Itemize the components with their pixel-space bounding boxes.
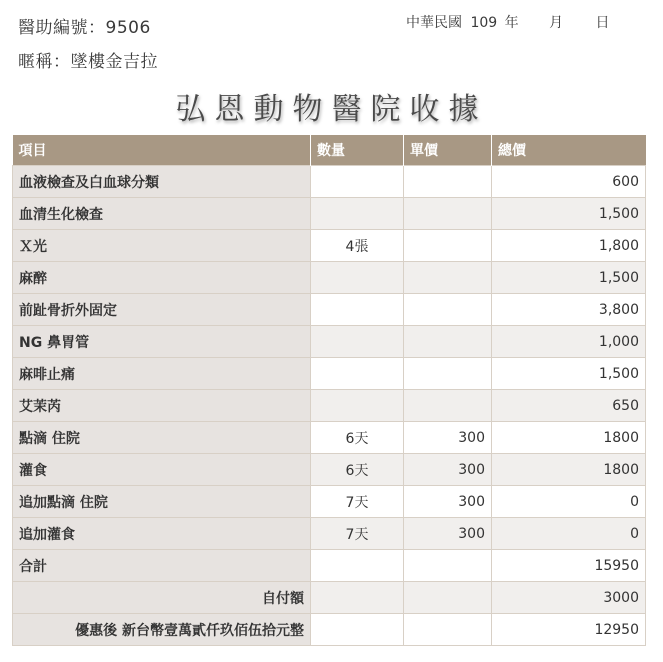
item-qty-cell	[311, 294, 404, 326]
discount-label: 優惠後 新台幣壹萬貳仟玖佰伍拾元整	[13, 614, 311, 646]
column-header-unit-price: 單價	[404, 135, 492, 166]
item-name-cell: 點滴 住院	[13, 422, 311, 454]
item-total-cell: 1800	[492, 422, 646, 454]
item-qty-cell: 4張	[311, 230, 404, 262]
date-month-unit: 月	[549, 15, 564, 31]
self-pay-qty	[311, 582, 404, 614]
item-total-cell: 1,500	[492, 358, 646, 390]
receipt-rows	[13, 166, 646, 550]
subtotal-label: 合計	[13, 550, 311, 582]
item-name-cell: 艾茉芮	[13, 390, 311, 422]
item-unit-price-cell: 300	[404, 518, 492, 550]
table-row	[13, 326, 646, 358]
item-qty-cell	[311, 358, 404, 390]
item-total-cell: 1800	[492, 454, 646, 486]
table-row	[13, 454, 646, 486]
item-name-cell: 追加點滴 住院	[13, 486, 311, 518]
subtotal-total: 15950	[492, 550, 646, 582]
table-row	[13, 198, 646, 230]
item-unit-price-cell	[404, 230, 492, 262]
receipt-title: 弘恩動物醫院收據	[175, 92, 488, 127]
record-number: 醫助編號：9506	[18, 18, 151, 38]
date-year-unit: 年	[504, 15, 519, 31]
item-unit-price-cell	[404, 262, 492, 294]
column-header-total: 總價	[492, 135, 646, 166]
item-qty-cell	[311, 166, 404, 198]
pet-nickname: 暱稱：墜樓金吉拉	[18, 52, 158, 72]
item-qty-cell	[311, 390, 404, 422]
table-row	[13, 166, 646, 198]
item-name-cell: 血清生化檢查	[13, 198, 311, 230]
self-pay-total: 3000	[492, 582, 646, 614]
item-qty-cell: 6天	[311, 422, 404, 454]
item-qty-cell	[311, 262, 404, 294]
table-row	[13, 294, 646, 326]
item-name-cell: 麻啡止痛	[13, 358, 311, 390]
item-total-cell: 1,500	[492, 262, 646, 294]
receipt-table	[12, 135, 646, 646]
self-pay-label: 自付額	[13, 582, 311, 614]
table-row	[13, 230, 646, 262]
discount-qty	[311, 614, 404, 646]
item-name-cell: NG 鼻胃管	[13, 326, 311, 358]
item-total-cell: 1,000	[492, 326, 646, 358]
column-header-item: 項目	[13, 135, 311, 166]
self-pay-price	[404, 582, 492, 614]
item-qty-cell: 6天	[311, 454, 404, 486]
item-total-cell: 600	[492, 166, 646, 198]
date-era: 中華民國	[406, 15, 462, 31]
table-row	[13, 358, 646, 390]
subtotal-qty	[311, 550, 404, 582]
item-unit-price-cell	[404, 390, 492, 422]
item-total-cell: 3,800	[492, 294, 646, 326]
item-total-cell: 0	[492, 486, 646, 518]
item-qty-cell: 7天	[311, 486, 404, 518]
table-row	[13, 262, 646, 294]
table-row	[13, 422, 646, 454]
item-name-cell: 麻醉	[13, 262, 311, 294]
table-header-row	[13, 135, 646, 166]
item-unit-price-cell	[404, 198, 492, 230]
item-qty-cell	[311, 198, 404, 230]
item-total-cell: 0	[492, 518, 646, 550]
discount-price	[404, 614, 492, 646]
receipt-date	[406, 12, 610, 32]
table-row	[13, 390, 646, 422]
item-name-cell: 追加灌食	[13, 518, 311, 550]
item-total-cell: 1,500	[492, 198, 646, 230]
subtotal-price	[404, 550, 492, 582]
item-unit-price-cell	[404, 294, 492, 326]
item-unit-price-cell: 300	[404, 486, 492, 518]
item-qty-cell: 7天	[311, 518, 404, 550]
item-name-cell: 前趾骨折外固定	[13, 294, 311, 326]
discount-row	[13, 614, 646, 646]
self-pay-row	[13, 582, 646, 614]
item-unit-price-cell: 300	[404, 422, 492, 454]
subtotal-row	[13, 550, 646, 582]
table-row	[13, 518, 646, 550]
item-qty-cell	[311, 326, 404, 358]
date-year: 109	[470, 15, 498, 31]
item-unit-price-cell	[404, 326, 492, 358]
item-unit-price-cell	[404, 358, 492, 390]
item-name-cell: 血液檢查及白血球分類	[13, 166, 311, 198]
item-total-cell: 1,800	[492, 230, 646, 262]
date-day-unit: 日	[595, 15, 610, 31]
table-row	[13, 486, 646, 518]
item-name-cell: Ｘ光	[13, 230, 311, 262]
column-header-qty: 數量	[311, 135, 404, 166]
item-unit-price-cell: 300	[404, 454, 492, 486]
item-name-cell: 灌食	[13, 454, 311, 486]
discount-total: 12950	[492, 614, 646, 646]
item-total-cell: 650	[492, 390, 646, 422]
item-unit-price-cell	[404, 166, 492, 198]
